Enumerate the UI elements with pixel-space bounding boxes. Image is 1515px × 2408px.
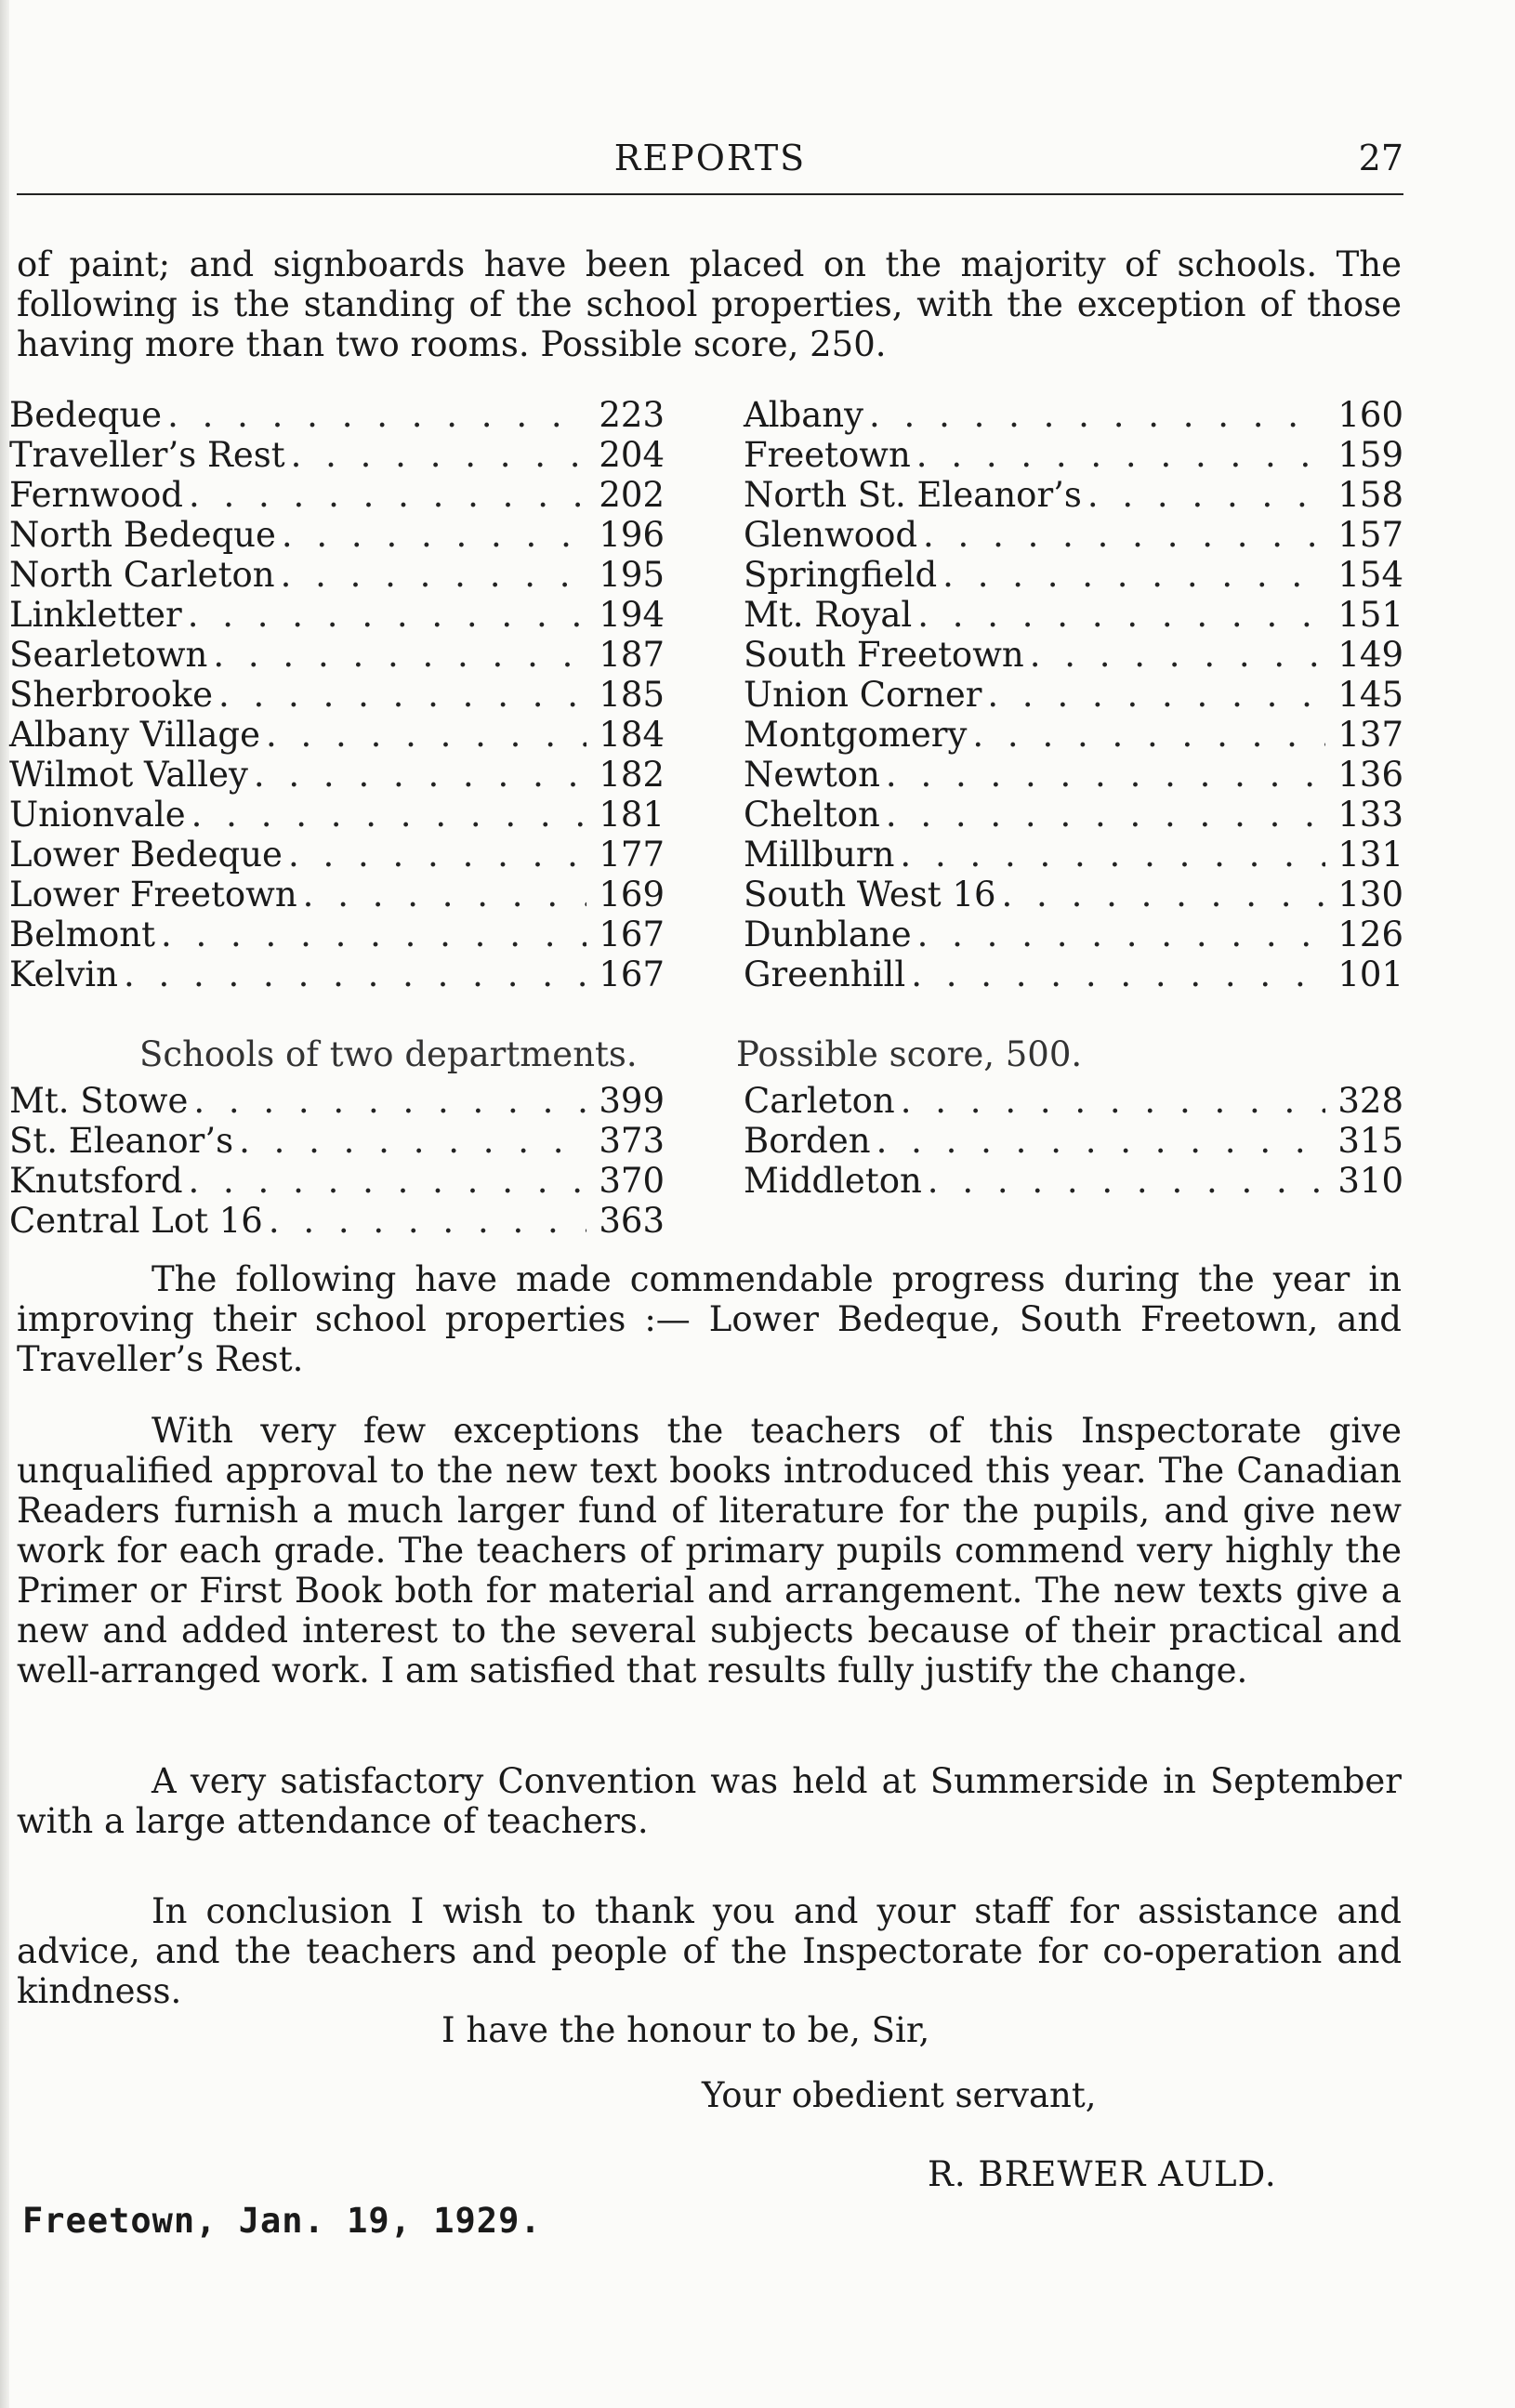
school-score: 169 bbox=[599, 875, 665, 915]
school-name: Carleton bbox=[744, 1081, 895, 1121]
school-name: Newton bbox=[744, 755, 880, 795]
school-name: Mt. Royal bbox=[744, 595, 913, 635]
table-row bbox=[744, 1081, 1403, 1121]
school-score: 137 bbox=[1337, 715, 1403, 755]
school-score: 196 bbox=[599, 515, 665, 555]
leader-dots bbox=[303, 875, 586, 915]
leader-dots bbox=[1030, 635, 1325, 675]
table-row bbox=[744, 595, 1403, 635]
school-name: Fernwood bbox=[9, 475, 183, 515]
leader-dots bbox=[282, 515, 586, 555]
school-name: Borden bbox=[744, 1121, 871, 1161]
table-row bbox=[744, 755, 1403, 795]
leader-dots bbox=[269, 1201, 586, 1241]
leader-dots bbox=[901, 1081, 1325, 1121]
table-row bbox=[744, 1121, 1403, 1161]
school-name: South Freetown bbox=[744, 635, 1024, 675]
school-name: Bedeque bbox=[9, 395, 163, 435]
leader-dots bbox=[266, 715, 586, 755]
one-room-schools-left-column bbox=[9, 395, 665, 994]
school-name: Linkletter bbox=[9, 595, 182, 635]
school-name: Union Corner bbox=[744, 675, 982, 715]
school-score: 223 bbox=[599, 395, 665, 435]
leader-dots bbox=[972, 715, 1325, 755]
school-name: Chelton bbox=[744, 795, 880, 835]
leader-dots bbox=[917, 595, 1325, 635]
school-score: 160 bbox=[1337, 395, 1403, 435]
table-row bbox=[744, 795, 1403, 835]
school-name: Lower Bedeque bbox=[9, 835, 283, 875]
school-name: North St. Eleanor’s bbox=[744, 475, 1082, 515]
school-score: 202 bbox=[599, 475, 665, 515]
school-score: 167 bbox=[599, 954, 665, 994]
school-name: Sherbrooke bbox=[9, 675, 214, 715]
school-name: Glenwood bbox=[744, 515, 918, 555]
textbooks-paragraph: With very few exceptions the teachers of this Inspectorate give unqualified approval to the new text books introduced this year. The Canadian Readers furnish a much larger fund of literature for the pupils, and give new work for each grade. The teachers of primary pupils commend very highly the Primer or First Book both for material and arrangement. The new texts give a new and added interest to the several subjects because of their practical and well-arranged work. I am satisfied that results fully justify the change. bbox=[17, 1411, 1402, 1691]
running-title: REPORTS bbox=[613, 138, 807, 178]
school-score: 159 bbox=[1337, 435, 1403, 475]
table-row bbox=[744, 475, 1403, 515]
school-name: Lower Freetown bbox=[9, 875, 297, 915]
school-score: 158 bbox=[1337, 475, 1403, 515]
school-name: South West 16 bbox=[744, 875, 996, 915]
leader-dots bbox=[189, 1161, 587, 1201]
school-score: 363 bbox=[599, 1201, 665, 1241]
school-score: 101 bbox=[1337, 954, 1403, 994]
school-name: Searletown bbox=[9, 635, 208, 675]
table-row bbox=[744, 635, 1403, 675]
school-name: Belmont bbox=[9, 915, 155, 954]
leader-dots bbox=[869, 395, 1325, 435]
intro-paragraph: of paint; and signboards have been placed on the majority of schools. The following is the standing of the school properties, with the exception of those having more than two rooms. Possible score, 250. bbox=[17, 244, 1402, 364]
leader-dots bbox=[1087, 475, 1325, 515]
school-score: 373 bbox=[599, 1121, 665, 1161]
school-score: 184 bbox=[599, 715, 665, 755]
school-score: 149 bbox=[1337, 635, 1403, 675]
table-row bbox=[9, 395, 665, 435]
conclusion-paragraph: In conclusion I wish to thank you and your staff for assistance and advice, and the teachers and people of the Inspectorate for co-operation and kindness. bbox=[17, 1891, 1402, 2011]
leader-dots bbox=[928, 1161, 1325, 1201]
leader-dots bbox=[886, 755, 1325, 795]
table-row bbox=[9, 1201, 665, 1241]
signature: R. BREWER AULD. bbox=[928, 2154, 1277, 2194]
school-score: 195 bbox=[599, 555, 665, 595]
table-row bbox=[9, 475, 665, 515]
school-name: Freetown bbox=[744, 435, 911, 475]
table-row bbox=[744, 555, 1403, 595]
two-department-left-column bbox=[9, 1081, 665, 1241]
table-row bbox=[744, 395, 1403, 435]
page-binding-edge bbox=[0, 0, 9, 2408]
school-score: 151 bbox=[1337, 595, 1403, 635]
school-score: 145 bbox=[1337, 675, 1403, 715]
table-row bbox=[9, 1081, 665, 1121]
table-row bbox=[9, 1161, 665, 1201]
school-name: North Carleton bbox=[9, 555, 275, 595]
two-department-possible-score: Possible score, 500. bbox=[736, 1034, 1083, 1074]
table-row bbox=[744, 915, 1403, 954]
leader-dots bbox=[193, 1081, 586, 1121]
table-row bbox=[9, 795, 665, 835]
table-row bbox=[744, 1161, 1403, 1201]
leader-dots bbox=[900, 835, 1325, 875]
school-score: 399 bbox=[599, 1081, 665, 1121]
school-name: Kelvin bbox=[9, 954, 118, 994]
school-name: North Bedeque bbox=[9, 515, 276, 555]
running-header bbox=[17, 128, 1403, 195]
school-name: Middleton bbox=[744, 1161, 922, 1201]
school-score: 194 bbox=[599, 595, 665, 635]
table-row bbox=[9, 835, 665, 875]
leader-dots bbox=[942, 555, 1325, 595]
leader-dots bbox=[987, 675, 1325, 715]
school-score: 185 bbox=[599, 675, 665, 715]
school-score: 370 bbox=[599, 1161, 665, 1201]
school-score: 315 bbox=[1337, 1121, 1403, 1161]
closing-salutation: I have the honour to be, Sir, bbox=[441, 2010, 930, 2050]
school-score: 182 bbox=[599, 755, 665, 795]
leader-dots bbox=[911, 954, 1325, 994]
school-name: Albany Village bbox=[9, 715, 261, 755]
school-name: Albany bbox=[744, 395, 864, 435]
leader-dots bbox=[917, 915, 1325, 954]
table-row bbox=[9, 915, 665, 954]
school-name: Central Lot 16 bbox=[9, 1201, 263, 1241]
table-row bbox=[9, 675, 665, 715]
leader-dots bbox=[188, 595, 586, 635]
school-name: Wilmot Valley bbox=[9, 755, 248, 795]
one-room-schools-right-column bbox=[744, 395, 1403, 994]
table-row bbox=[744, 435, 1403, 475]
school-name: Mt. Stowe bbox=[9, 1081, 189, 1121]
table-row bbox=[9, 435, 665, 475]
school-name: Greenhill bbox=[744, 954, 906, 994]
school-score: 157 bbox=[1337, 515, 1403, 555]
school-score: 126 bbox=[1337, 915, 1403, 954]
leader-dots bbox=[281, 555, 586, 595]
school-score: 204 bbox=[599, 435, 665, 475]
table-row bbox=[9, 954, 665, 994]
school-name: St. Eleanor’s bbox=[9, 1121, 234, 1161]
school-score: 133 bbox=[1337, 795, 1403, 835]
school-score: 136 bbox=[1337, 755, 1403, 795]
table-row bbox=[744, 875, 1403, 915]
leader-dots bbox=[161, 915, 586, 954]
school-score: 328 bbox=[1337, 1081, 1403, 1121]
school-name: Montgomery bbox=[744, 715, 968, 755]
closing-valediction: Your obedient servant, bbox=[702, 2075, 1097, 2115]
dateline: Freetown, Jan. 19, 1929. bbox=[22, 2201, 542, 2241]
convention-paragraph: A very satisfactory Convention was held at Summerside in September with a large attendance of teachers. bbox=[17, 1761, 1402, 1841]
leader-dots bbox=[191, 795, 586, 835]
leader-dots bbox=[288, 835, 586, 875]
leader-dots bbox=[189, 475, 586, 515]
table-row bbox=[9, 555, 665, 595]
school-score: 177 bbox=[599, 835, 665, 875]
school-name: Knutsford bbox=[9, 1161, 183, 1201]
school-name: Unionvale bbox=[9, 795, 186, 835]
table-row bbox=[9, 595, 665, 635]
leader-dots bbox=[916, 435, 1325, 475]
leader-dots bbox=[254, 755, 586, 795]
leader-dots bbox=[239, 1121, 586, 1161]
school-score: 167 bbox=[599, 915, 665, 954]
table-row bbox=[9, 875, 665, 915]
school-name: Dunblane bbox=[744, 915, 912, 954]
progress-paragraph: The following have made commendable progress during the year in improving their school properties :— Lower Bedeque, South Freetown, and Traveller’s Rest. bbox=[17, 1259, 1402, 1379]
table-row bbox=[9, 1121, 665, 1161]
table-row bbox=[744, 515, 1403, 555]
two-department-caption: Schools of two departments. bbox=[139, 1034, 638, 1074]
leader-dots bbox=[213, 635, 586, 675]
school-score: 130 bbox=[1337, 875, 1403, 915]
leader-dots bbox=[291, 435, 586, 475]
table-row bbox=[744, 675, 1403, 715]
leader-dots bbox=[876, 1121, 1325, 1161]
page-number: 27 bbox=[1358, 138, 1403, 178]
table-row bbox=[9, 515, 665, 555]
school-score: 181 bbox=[599, 795, 665, 835]
leader-dots bbox=[167, 395, 586, 435]
school-name: Traveller’s Rest bbox=[9, 435, 285, 475]
table-row bbox=[744, 954, 1403, 994]
school-score: 131 bbox=[1337, 835, 1403, 875]
school-name: Millburn bbox=[744, 835, 895, 875]
school-score: 187 bbox=[599, 635, 665, 675]
table-row bbox=[744, 835, 1403, 875]
two-department-right-column bbox=[744, 1081, 1403, 1201]
school-score: 310 bbox=[1337, 1161, 1403, 1201]
school-name: Springfield bbox=[744, 555, 938, 595]
leader-dots bbox=[923, 515, 1325, 555]
table-row bbox=[9, 635, 665, 675]
leader-dots bbox=[886, 795, 1325, 835]
school-score: 154 bbox=[1337, 555, 1403, 595]
leader-dots bbox=[124, 954, 586, 994]
leader-dots bbox=[1002, 875, 1325, 915]
table-row bbox=[9, 755, 665, 795]
table-row bbox=[9, 715, 665, 755]
table-row bbox=[744, 715, 1403, 755]
leader-dots bbox=[218, 675, 586, 715]
